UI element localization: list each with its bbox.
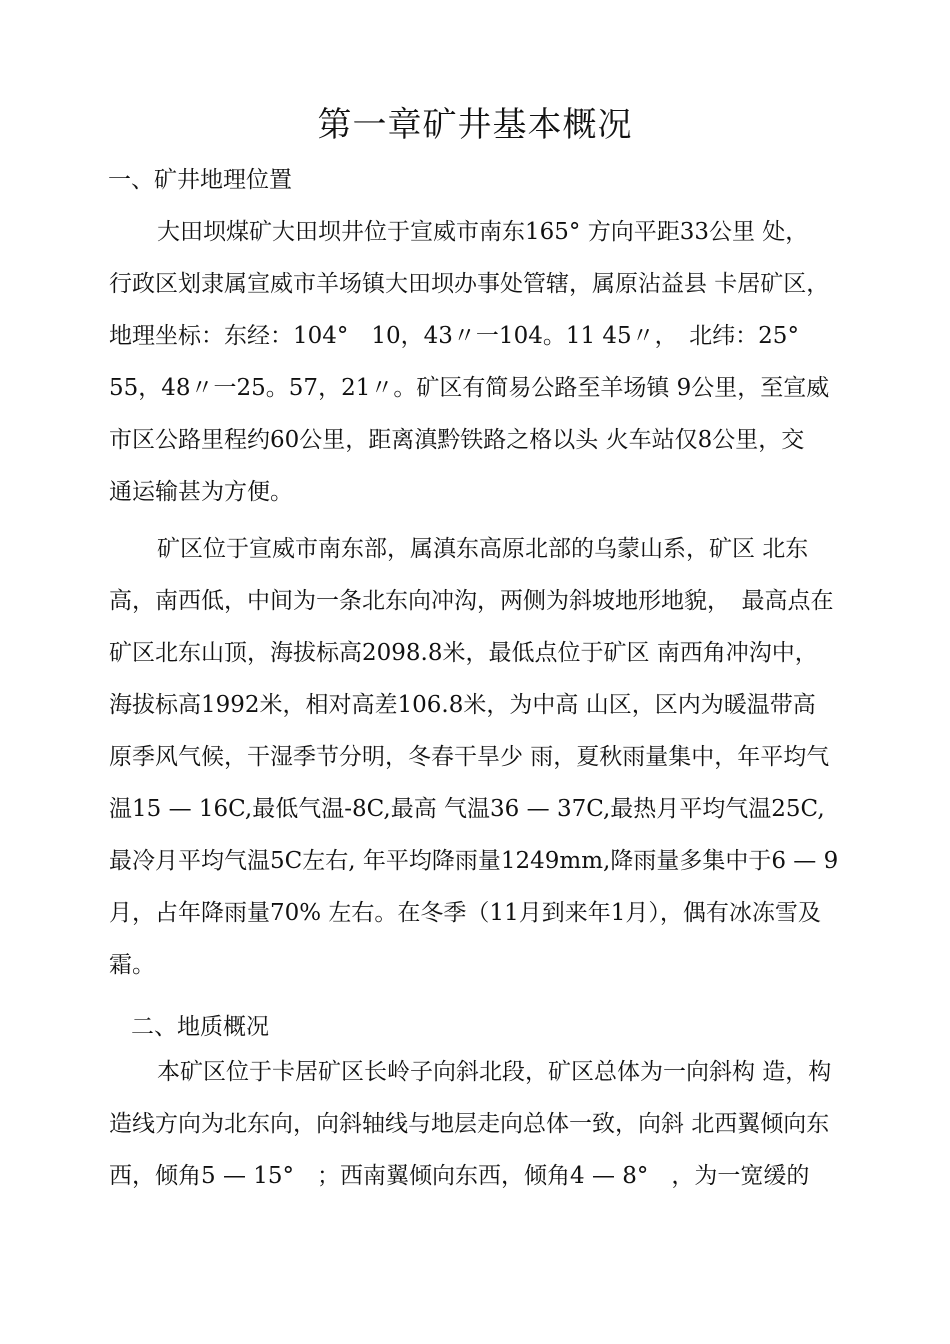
text-line: 市区公路里程约60公里，距离滇黔铁路之格以头 火车站仅8公里，交 bbox=[109, 427, 805, 453]
paragraph-terrain-climate bbox=[109, 523, 851, 991]
text-line: 造线方向为北东向，向斜轴线与地层走向总体一致，向斜 北西翼倾向东 bbox=[109, 1111, 830, 1137]
text-line: 海拔标高1992米，相对高差106.8米，为中高 山区，区内为暖温带高 bbox=[109, 692, 816, 718]
text-line: 本矿区位于卡居矿区长岭子向斜北段，矿区总体为一向斜构 造，构 bbox=[157, 1059, 832, 1085]
text-line: 温15 — 16C,最低气温-8C,最高 气温36 — 37C,最热月平均气温25C, bbox=[109, 796, 825, 822]
section-heading-geology: 二、地质概况 bbox=[131, 1014, 269, 1040]
text-line: 霜。 bbox=[109, 952, 155, 978]
text-line: 原季风气候，干湿季节分明，冬春干旱少 雨，夏秋雨量集中，年平均气 bbox=[109, 744, 830, 770]
text-line: 地理坐标：东经：104° 10，43〃一104。11 45〃， 北纬：25° bbox=[109, 323, 799, 349]
text-line: 最冷月平均气温5C左右, 年平均降雨量1249mm,降雨量多集中于6 — 9 bbox=[109, 848, 839, 874]
text-line: 月，占年降雨量70% 左右。在冬季（11月到来年1月），偶有冰冻雪及 bbox=[109, 900, 821, 926]
text-line: 高，南西低，中间为一条北东向冲沟，两侧为斜坡地形地貌， 最高点在 bbox=[109, 588, 834, 614]
text-line: 大田坝煤矿大田坝井位于宣威市南东165° 方向平距33公里 处， bbox=[157, 219, 809, 245]
chapter-title: 第一章矿井基本概况 bbox=[317, 105, 633, 145]
paragraph-geology bbox=[109, 1046, 851, 1202]
section-heading-location: 一、矿井地理位置 bbox=[108, 167, 292, 193]
text-line: 通运输甚为方便。 bbox=[109, 479, 293, 505]
text-line: 西，倾角5 — 15° ；西南翼倾向东西，倾角4 — 8° ，为一宽缓的 bbox=[109, 1163, 810, 1189]
text-line: 行政区划隶属宣威市羊场镇大田坝办事处管辖，属原沾益县 卡居矿区， bbox=[109, 271, 830, 297]
text-line: 矿区北东山顶，海拔标高2098.8米，最低点位于矿区 南西角冲沟中， bbox=[109, 640, 818, 666]
text-line: 55，48〃一25。57，21〃。矿区有简易公路至羊场镇 9公里，至宣威 bbox=[109, 375, 830, 401]
text-line: 矿区位于宣威市南东部，属滇东高原北部的乌蒙山系，矿区 北东 bbox=[157, 536, 809, 562]
paragraph-location bbox=[109, 206, 851, 518]
